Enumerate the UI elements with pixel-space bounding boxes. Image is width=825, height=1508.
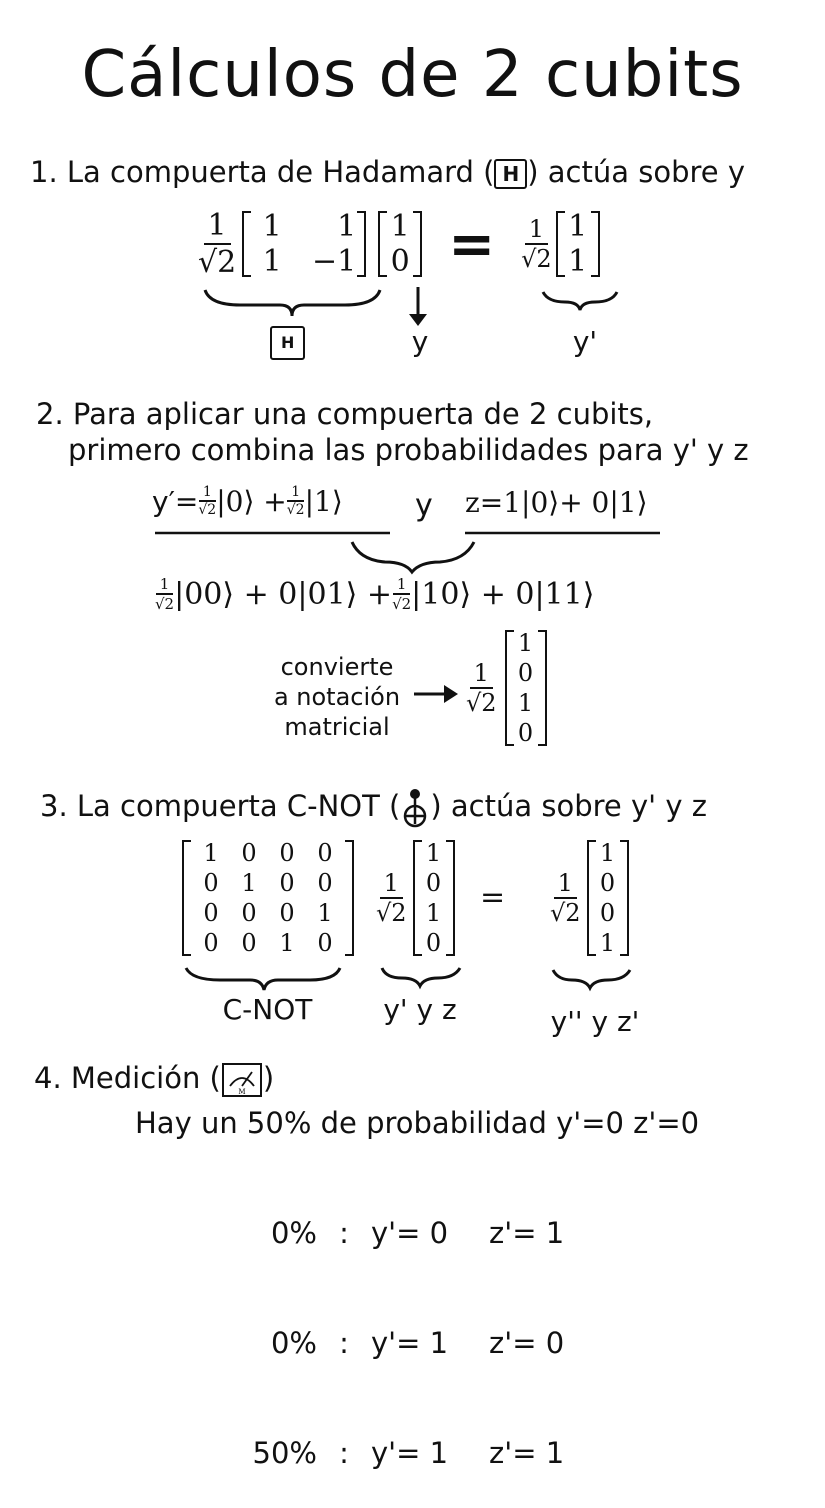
vector-cell: 0 [390, 244, 410, 279]
step1-result-num: 1 [525, 215, 548, 245]
matrix-cell: 1 [262, 244, 282, 279]
vector-cell: 0 [517, 719, 534, 747]
frac-den: √2 [392, 595, 412, 613]
matrix-cell: 1 [279, 929, 295, 957]
state-z: z=1|0⟩+ 0|1⟩ [465, 486, 648, 519]
frac-den: √2 [376, 899, 407, 927]
vector-cell: 1 [517, 629, 534, 657]
label-cnot: C-NOT [222, 993, 313, 1026]
measurement-table [0, 1144, 825, 1508]
matrix-cell: 0 [279, 899, 295, 927]
frac-num: 1 [380, 869, 403, 899]
step4-prefix: 4. Medición ( [34, 1061, 221, 1095]
vector-cell: 1 [599, 839, 616, 867]
vector-cell: 0 [425, 869, 442, 897]
brace-icon [186, 968, 340, 990]
brace-icon [382, 968, 460, 986]
row-pct: 0% [270, 1326, 317, 1360]
frac-den: √2 [198, 502, 217, 518]
matrix-cell: 0 [317, 869, 333, 897]
vector-cell: 1 [568, 244, 588, 279]
y-prime-label: y′= [152, 484, 199, 518]
matrix-cell: 0 [241, 899, 257, 927]
measurement-row [0, 1212, 825, 1254]
hadamard-gate-icon: H [494, 159, 527, 189]
row-z: z'= 1 [489, 1436, 565, 1470]
ket-1: |1⟩ [304, 484, 343, 518]
vector-cell: 1 [599, 929, 616, 957]
label-y: y [411, 325, 429, 358]
ket-0: |0⟩ + [216, 484, 287, 518]
frac-num: 1 [156, 575, 174, 595]
step3-prefix: 3. La compuerta C-NOT ( [40, 789, 401, 823]
matrix-cell: −1 [311, 244, 357, 279]
row-sep: : [339, 1326, 349, 1360]
equals-sign: = [480, 880, 506, 915]
matrix-cell: 0 [279, 869, 295, 897]
label-y-prime: y' [572, 325, 598, 358]
step1-scalar-den: √2 [198, 245, 237, 280]
row-z: z'= 1 [489, 1216, 565, 1250]
step1-prefix: 1. La compuerta de Hadamard ( [30, 155, 495, 189]
step2-heading-line1: 2. Para aplicar una compuerta de 2 cubits, [36, 397, 654, 431]
row-y: y'= 0 [371, 1216, 449, 1250]
frac-num: 1 [199, 484, 216, 502]
frac-num: 1 [287, 484, 304, 502]
row-pct: 0% [270, 1216, 317, 1250]
frac-den: √2 [466, 689, 497, 717]
measurement-meter-icon [221, 1062, 263, 1098]
frac-num: 1 [393, 575, 411, 595]
frac-num: 1 [470, 659, 493, 689]
matrix-cell: 0 [203, 899, 219, 927]
note-line: convierte [280, 653, 394, 681]
step2-heading-line2: primero combina las probabilidades para y' y z [68, 433, 749, 467]
matrix-cell: 1 [337, 209, 357, 244]
step4-heading [34, 1061, 274, 1098]
step1-scalar-num: 1 [204, 208, 231, 245]
matrix-cell: 0 [241, 929, 257, 957]
hadamard-label-icon: H [270, 326, 305, 360]
vector-cell: 1 [425, 839, 442, 867]
matrix-cell: 1 [241, 869, 257, 897]
brace-icon [553, 970, 630, 988]
measurement-row [0, 1432, 825, 1474]
step1-result-den: √2 [521, 245, 552, 273]
vector-cell: 0 [599, 869, 616, 897]
vector-cell: 0 [599, 899, 616, 927]
page-title: Cálculos de 2 cubits [81, 38, 744, 112]
row-y: y'= 1 [371, 1436, 449, 1470]
matrix-cell: 0 [279, 839, 295, 867]
vector-cell: 1 [568, 209, 588, 244]
frac-num: 1 [554, 869, 577, 899]
vector-cell: 1 [425, 899, 442, 927]
step4-suffix: ) [262, 1061, 275, 1095]
label-input-state: y' y z [383, 993, 457, 1026]
row-y: y'= 1 [371, 1326, 449, 1360]
vector-cell: 1 [517, 689, 534, 717]
matrix-cell: 1 [262, 209, 282, 244]
frac-den: √2 [155, 595, 175, 613]
matrix-cell: 1 [203, 839, 219, 867]
vector-cell: 0 [517, 659, 534, 687]
measurement-row [0, 1322, 825, 1364]
step3-suffix: ) actúa sobre y' y z [430, 789, 707, 823]
matrix-cell: 1 [317, 899, 333, 927]
row-pct: 50% [252, 1436, 317, 1470]
label-output-state: y'' y z' [550, 1005, 640, 1038]
matrix-cell: 0 [317, 929, 333, 957]
step1-suffix: ) actúa sobre y [527, 155, 745, 189]
probability-summary: Hay un 50% de probabilidad y'=0 z'=0 [135, 1106, 700, 1140]
matrix-cell: 0 [203, 929, 219, 957]
matrix-cell: 0 [241, 839, 257, 867]
meter-label: M [238, 1088, 246, 1096]
row-sep: : [339, 1436, 349, 1470]
frac-den: √2 [550, 899, 581, 927]
frac-den: √2 [286, 502, 305, 518]
matrix-cell: 0 [317, 839, 333, 867]
row-sep: : [339, 1216, 349, 1250]
kets-10-11: |10⟩ + 0|11⟩ [411, 576, 595, 612]
note-line: a notación [273, 683, 401, 711]
matrix-cell: 0 [203, 869, 219, 897]
vector-cell: 1 [390, 209, 410, 244]
and-conjunction: y [415, 488, 433, 523]
vector-cell: 0 [425, 929, 442, 957]
equals-sign: = [448, 211, 496, 277]
row-z: z'= 0 [489, 1326, 565, 1360]
note-line: matricial [284, 713, 390, 741]
kets-00-01: |00⟩ + 0|01⟩ + [174, 576, 393, 612]
